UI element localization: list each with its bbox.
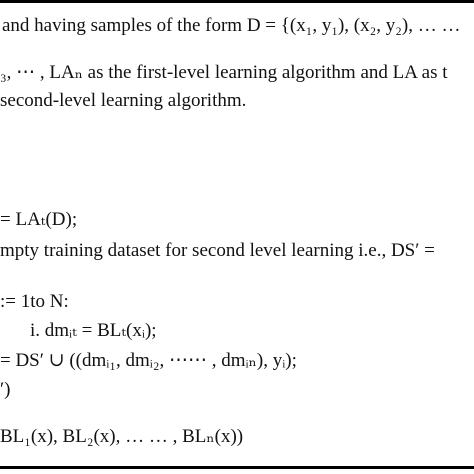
top-rule bbox=[0, 0, 474, 3]
bottom-rule bbox=[0, 466, 474, 469]
algorithm-line-3: second-level learning algorithm. bbox=[0, 90, 247, 111]
algorithm-line-7: i. dmᵢₜ = BLₜ(xᵢ); bbox=[30, 320, 157, 341]
algorithm-line-8: = DS′ ∪ ((dmᵢ₁, dmᵢ₂, ⋯⋯ , dmᵢₙ), yᵢ); bbox=[0, 350, 297, 371]
algorithm-line-5: mpty training dataset for second level learning i.e., DS′ = bbox=[0, 240, 435, 261]
algorithm-line-9: ′) bbox=[0, 379, 11, 400]
algorithm-line-6: := 1to N: bbox=[0, 291, 69, 312]
algorithm-line-4: = LAₜ(D); bbox=[0, 209, 78, 230]
algorithm-line-2: ₃, ⋯ , LAₙ as the first-level learning algorithm and LA as t bbox=[0, 62, 448, 83]
algorithm-line-1: and having samples of the form D = {(x₁, y₁), (x₂, y₂), … … bbox=[2, 15, 461, 36]
algorithm-line-10: BL₁(x), BL₂(x), … … , BLₙ(x)) bbox=[0, 426, 244, 447]
